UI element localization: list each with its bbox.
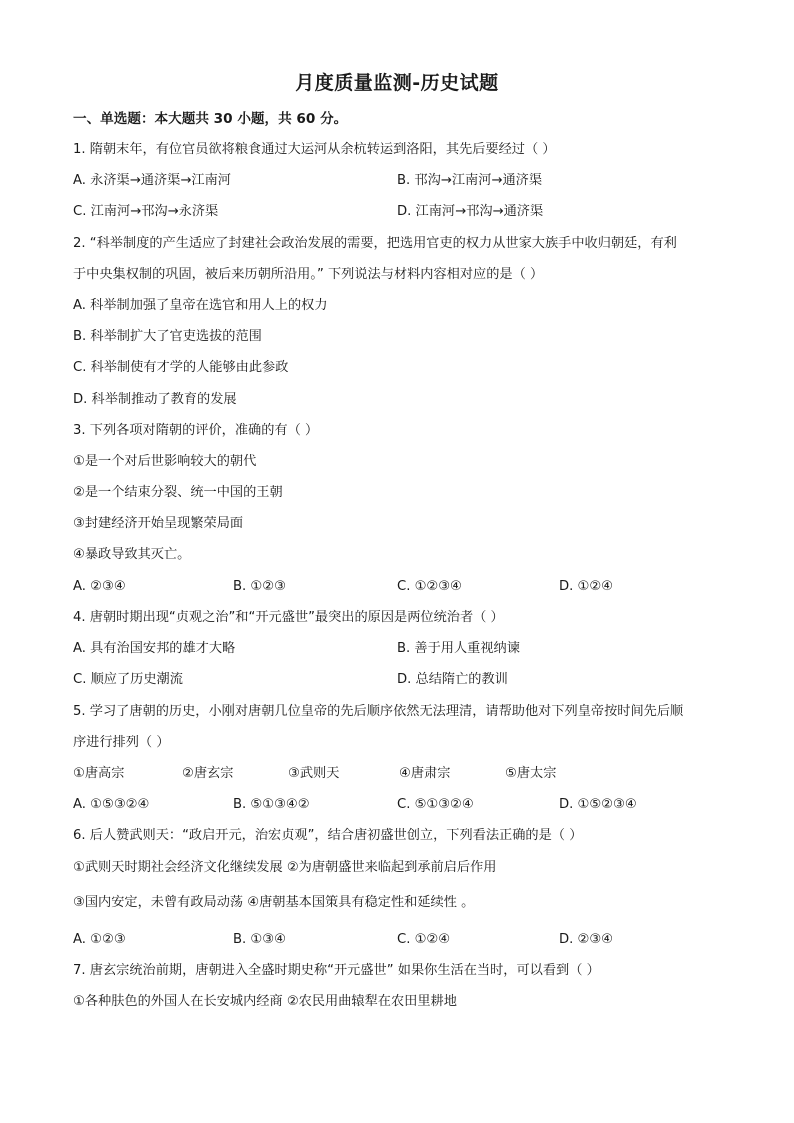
q5-option-d: D. ①⑤②③④	[559, 797, 637, 812]
q1-option-c: C. 江南河→邗沟→永济渠	[73, 204, 219, 219]
question-4-stem: 4. 唐朝时期出现“贞观之治”和“开元盛世”最突出的原因是两位统治者（ ）	[73, 610, 504, 625]
q2-option-b: B. 科举制扩大了官吏选拔的范围	[73, 329, 262, 344]
q3-item-2: ②是一个结束分裂、统一中国的王朝	[73, 485, 283, 500]
q3-item-4: ④暴政导致其灭亡。	[73, 547, 191, 562]
q1-option-d: D. 江南河→邗沟→通济渠	[397, 204, 544, 219]
question-2-stem-line1: 2. “科举制度的产生适应了封建社会政治发展的需要，把选用官吏的权力从世家大族手中收归朝廷，有利	[73, 236, 677, 251]
q3-option-c: C. ①②③④	[397, 579, 462, 594]
q2-option-c: C. 科举制使有才学的人能够由此参政	[73, 360, 289, 375]
q5-option-a: A. ①⑤③②④	[73, 797, 150, 812]
q2-option-a: A. 科举制加强了皇帝在选官和用人上的权力	[73, 298, 328, 313]
q4-option-a: A. 具有治国安邦的雄才大略	[73, 641, 236, 656]
q3-option-a: A. ②③④	[73, 579, 126, 594]
q3-item-3: ③封建经济开始呈现繁荣局面	[73, 516, 244, 531]
q4-option-c: C. 顺应了历史潮流	[73, 672, 183, 687]
q3-option-d: D. ①②④	[559, 579, 614, 594]
q6-option-b: B. ①③④	[233, 932, 286, 947]
q5-item-3: ③武则天	[288, 766, 340, 781]
q5-item-2: ②唐玄宗	[182, 766, 234, 781]
q6-item-line1: ①武则天时期社会经济文化继续发展 ②为唐朝盛世来临起到承前启后作用	[73, 860, 497, 875]
q5-option-b: B. ⑤①③④②	[233, 797, 310, 812]
page-title: 月度质量监测-历史试题	[295, 72, 499, 94]
q3-option-b: B. ①②③	[233, 579, 286, 594]
q5-item-5: ⑤唐太宗	[505, 766, 557, 781]
question-5-stem-line2: 序进行排列（ ）	[73, 735, 170, 750]
question-1-stem: 1. 隋朝末年，有位官员欲将粮食通过大运河从余杭转运到洛阳，其先后要经过（ ）	[73, 142, 556, 157]
q3-item-1: ①是一个对后世影响较大的朝代	[73, 454, 257, 469]
q6-item-line2: ③国内安定，未曾有政局动荡 ④唐朝基本国策具有稳定性和延续性 。	[73, 895, 475, 910]
q2-option-d: D. 科举制推动了教育的发展	[73, 392, 237, 407]
q5-option-c: C. ⑤①③②④	[397, 797, 474, 812]
q4-option-b: B. 善于用人重视纳谏	[397, 641, 520, 656]
q5-item-4: ④唐肃宗	[399, 766, 451, 781]
q5-item-1: ①唐高宗	[73, 766, 125, 781]
q1-option-a: A. 永济渠→通济渠→江南河	[73, 173, 231, 188]
q6-option-d: D. ②③④	[559, 932, 614, 947]
q6-option-a: A. ①②③	[73, 932, 126, 947]
section-heading: 一、单选题：本大题共 30 小题，共 60 分。	[73, 111, 348, 127]
question-6-stem: 6. 后人赞武则天：“政启开元，治宏贞观”，结合唐初盛世创立，下列看法正确的是（ ）	[73, 828, 583, 843]
q7-item-line1: ①各种肤色的外国人在长安城内经商 ②农民用曲辕犁在农田里耕地	[73, 994, 457, 1009]
q4-option-d: D. 总结隋亡的教训	[397, 672, 508, 687]
q1-option-b: B. 邗沟→江南河→通济渠	[397, 173, 543, 188]
question-7-stem: 7. 唐玄宗统治前期，唐朝进入全盛时期史称“开元盛世” 如果你生活在当时，可以看到（ ）	[73, 963, 600, 978]
question-5-stem-line1: 5. 学习了唐朝的历史，小刚对唐朝几位皇帝的先后顺序依然无法理清，请帮助他对下列皇帝按时间先后顺	[73, 704, 684, 719]
question-2-stem-line2: 于中央集权制的巩固，被后来历朝所沿用。” 下列说法与材料内容相对应的是（ ）	[73, 267, 544, 282]
q6-option-c: C. ①②④	[397, 932, 451, 947]
question-3-stem: 3. 下列各项对隋朝的评价，准确的有（ ）	[73, 423, 319, 438]
